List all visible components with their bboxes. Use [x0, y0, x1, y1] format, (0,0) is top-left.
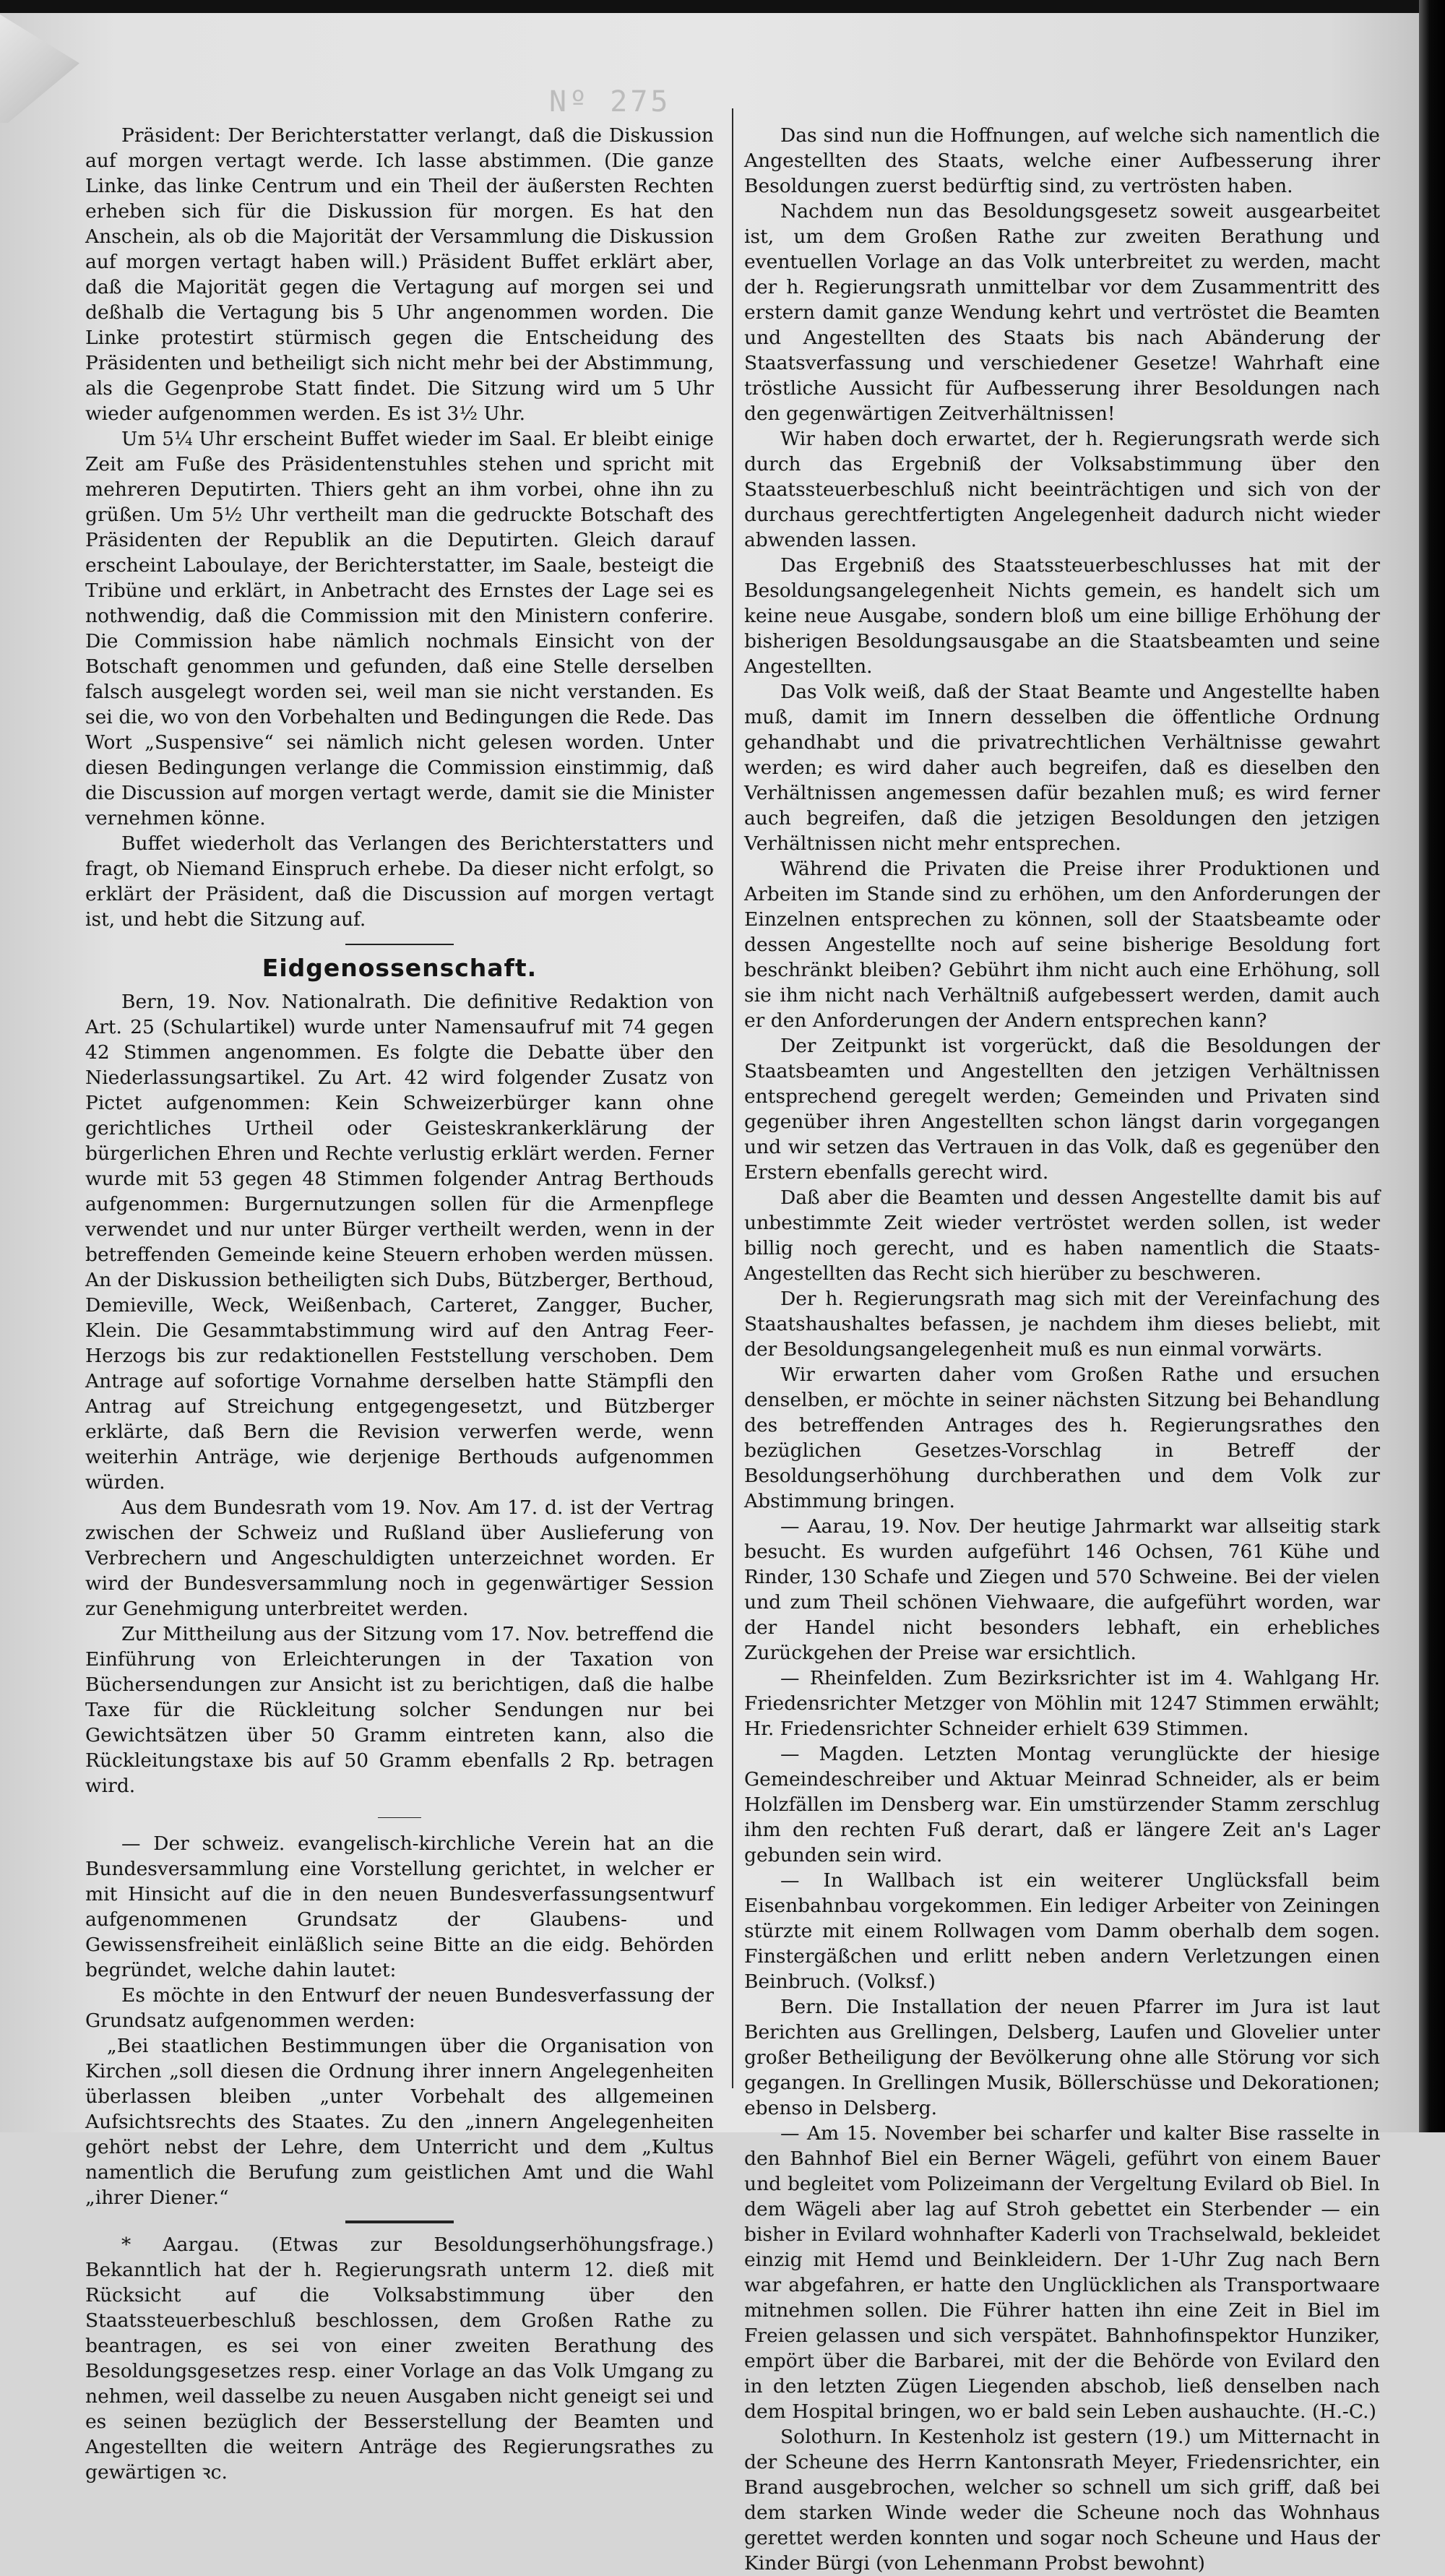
article-paragraph: Es möchte in den Entwurf der neuen Bundesverfassung der Grundsatz aufgenommen werden: — [85, 1984, 714, 2032]
article-paragraph: — Magden. Letzten Montag verunglückte der hiesige Gemeindeschreiber und Aktuar Meinrad Schneider, als er beim Holzfällen im Densberg war. Ein umstürzender Stamm zerschlug ihm den rechten Fuß derart, daß er längere Zeit an's Lager gebunden sein wird. — [744, 1743, 1380, 1866]
article-paragraph: Daß aber die Beamten und dessen Angestellte damit bis auf unbestimmte Zeit wieder vertröstet werden sollen, ist weder billig noch gerecht, und es haben namentlich die Staats-Angestellten das Recht sich hierüber zu beschweren. — [744, 1186, 1380, 1285]
article-paragraph: Zur Mittheilung aus der Sitzung vom 17. Nov. betreffend die Einführung von Erleichterungen in der Taxation von Büchersendungen zur Ansicht ist zu berichtigen, daß die halbe Taxe für die Rückleitung solcher Sendungen nur bei Gewichtsätzen über 50 Gramm eintreten kann, also die Rückleitungstaxe bis auf 50 Gramm ebenfalls 2 Rp. betragen wird. — [85, 1623, 714, 1797]
article-paragraph: Präsident: Der Berichterstatter verlangt, daß die Diskussion auf morgen vertagt werde. Ich lasse abstimmen. (Die ganze Linke, das linke Centrum und ein Theil der äußersten Rechten erheben sich für die Diskussion für morgen. Es hat den Anschein, als ob die Majorität der Versammlung die Diskussion auf morgen vertagt haben will.) Präsident Buffet erklärt aber, daß die Majorität gegen die Vertagung auf morgen sei und deßhalb die Vertagung bis 5 Uhr angenommen worden. Die Linke protestirt stürmisch gegen die Entscheidung des Präsidenten und betheiligt sich nicht mehr bei der Abstimmung, als die Gegenprobe Statt findet. Die Sitzung wird um 5 Uhr wieder aufgenommen werden. Es ist 3½ Uhr. — [85, 124, 714, 425]
article-paragraph: Während die Privaten die Preise ihrer Produktionen und Arbeiten im Stande sind zu erhöhen, um den Anforderungen der Einzelnen entsprechen zu können, soll der Staatsbeamte oder dessen Angestellte noch auf seine bisherige Besoldung fort beschränkt bleiben? Gebührt ihm nicht auch eine Erhöhung, soll sie ihm nicht nach Verhältniß aufgebessert werden, damit auch er den Anforderungen der Andern entsprechen kann? — [744, 858, 1380, 1032]
short-divider — [378, 1817, 421, 1818]
article-paragraph: Nachdem nun das Besoldungsgesetz soweit ausgearbeitet ist, um dem Großen Rathe zur zweiten Berathung und eventuellen Vorlage an das Volk unterbreitet zu werden, macht der h. Regierungsrath unmittelbar vor dem Zusammentritt des erstern damit ganze Wendung kehrt und vertröstet die Beamten und Angestellten des Staats bis nach Abänderung der Staatsverfassung und verschiedener Gesetze! Wahrhaft eine tröstliche Aussicht für Aufbesserung ihrer Besoldungen nach den gegenwärtigen Zeitverhältnissen! — [744, 200, 1380, 425]
article-paragraph: Aus dem Bundesrath vom 19. Nov. Am 17. d. ist der Vertrag zwischen der Schweiz und Rußland über Auslieferung von Verbrechern und Angeschuldigten unterzeichnet worden. Er wird der Bundesversammlung noch in gegenwärtiger Session zur Genehmigung unterbreitet werden. — [85, 1496, 714, 1620]
article-paragraph: Das Ergebniß des Staatssteuerbeschlusses hat mit der Besoldungsangelegenheit Nichts gemein, es handelt sich um keine neue Ausgabe, sondern bloß um eine billige Erhöhung der bisherigen Besoldungsausgabe an die Staatsbeamten und seine Angestellten. — [744, 554, 1380, 678]
section-divider — [345, 2220, 454, 2223]
column-divider — [732, 108, 733, 2088]
article-paragraph: * Aargau. (Etwas zur Besoldungserhöhungsfrage.) Bekanntlich hat der h. Regierungsrath unterm 12. dieß mit Rücksicht auf die Volksabstimmung über den Staatssteuerbeschluß beschlossen, dem Großen Rathe zu beantragen, es sei von einer zweiten Berathung des Besoldungsgesetzes resp. einer Vorlage an das Volk Umgang zu nehmen, weil dasselbe zu neuen Ausgaben nicht geneigt sei und es seinen bezüglich der Besserstellung der Beamten und Angestellten die weitern Anträge des Regierungsrathes zu gewärtigen ꝛc. — [85, 2233, 714, 2484]
article-paragraph: — Aarau, 19. Nov. Der heutige Jahrmarkt war allseitig stark besucht. Es wurden aufgeführt 146 Ochsen, 761 Kühe und Rinder, 130 Schafe und Ziegen und 570 Schweine. Bei der vielen und zum Theil schönen Viehwaare, die aufgeführt worden, war der Handel nicht besonders lebhaft, ein erhebliches Zurückgehen der Preise war ersichtlich. — [744, 1515, 1380, 1664]
article-paragraph: Wir haben doch erwartet, der h. Regierungsrath werde sich durch das Ergebniß der Volksabstimmung über den Staatssteuerbeschluß nicht beeinträchtigen und sich von der durchaus gerechtfertigten Angelegenheit dadurch nicht wieder abwenden lassen. — [744, 428, 1380, 551]
article-paragraph: — Am 15. November bei scharfer und kalter Bise rasselte in den Bahnhof Biel ein Berner Wägeli, geführt von einem Bauer und begleitet vom Polizeimann der Vergeltung Evilard ob Biel. In dem Wägeli aber lag auf Stroh gebettet ein Sterbender — ein bisher in Evilard wohnhafter Kaderli von Trachselwald, bekleidet einzig mit Hemd und Beinkleidern. Der 1-Uhr Zug nach Bern war abgefahren, er hatte den Unglücklichen als Transportwaare mitnehmen sollen. Die Führer hatten ihn eine Zeit in Biel im Freien gelassen und sich verspätet. Bahnhofinspektor Hunziker, empört über die Barbarei, mit der die Behörde von Evilard den in den letzten Zügen Liegenden abschob, ließ denselben nach dem Hospital bringen, wo er bald sein Leben aushauchte. (H.-C.) — [744, 2122, 1380, 2423]
article-paragraph: — In Wallbach ist ein weiterer Unglücksfall beim Eisenbahnbau vorgekommen. Ein lediger Arbeiter von Zeiningen stürzte mit einem Rollwagen vom Damm oberhalb dem sogen. Finstergäßchen und erlitt neben andern Verletzungen einen Beinbruch. (Volksf.) — [744, 1869, 1380, 1993]
article-paragraph: Bern, 19. Nov. Nationalrath. Die definitive Redaktion von Art. 25 (Schulartikel) wurde unter Namensaufruf mit 74 gegen 42 Stimmen angenommen. Es folgte die Debatte über den Niederlassungsartikel. Zu Art. 42 wird folgender Zusatz von Pictet aufgenommen: Kein Schweizerbürger kann ohne gerichtliches Urtheil oder Geisteskrankerklärung der bürgerlichen Ehren und Rechte verlustig erklärt werden. Ferner wurde mit 53 gegen 48 Stimmen folgender Antrag Berthouds aufgenommen: Burgernutzungen sollen für die Armenpflege verwendet und nur unter Bürger vertheilt werden, wenn in der betreffenden Gemeinde keine Steuern erhoben werden müssen. An der Diskussion betheiligten sich Dubs, Bützberger, Berthoud, Demieville, Weck, Weißenbach, Carteret, Zangger, Bucher, Klein. Die Gesammtabstimmung wird auf den Antrag Feer-Herzogs bis zur redaktionellen Feststellung verschoben. Dem Antrage auf sofortige Vornahme derselben hatte Stämpfli den Antrag auf Streichung entgegengesetzt, und Bützberger erklärte, daß Bern die Revision verwerfen werde, wenn weiterhin Anträge, wie derjenige Berthouds aufgenommen würden. — [85, 991, 714, 1494]
article-paragraph: Solothurn. In Kestenholz ist gestern (19.) um Mitternacht in der Scheune des Herrn Kantonsrath Meyer, Friedensrichter, ein Brand ausgebrochen, welcher so schnell um sich griff, daß bei dem starken Winde weder die Scheune noch das Wohnhaus gerettet werden konnten und sogar noch Scheune und Haus der Kinder Bürgi (von Lehenmann Probst bewohnt) — [744, 2426, 1380, 2575]
article-paragraph: — Der schweiz. evangelisch-kirchliche Verein hat an die Bundesversammlung eine Vorstellung gerichtet, in welcher er mit Hinsicht auf die in den neuen Bundesverfassungsentwurf aufgenommenen Grundsatz der Glaubens- und Gewissensfreiheit einläßlich seine Bitte an die eidg. Behörden begründet, welche dahin lautet: — [85, 1832, 714, 1981]
quoted-paragraph: „Bei staatlichen Bestimmungen über die Organisation von Kirchen „soll diesen die Ordnung ihrer innern Angelegenheiten überlassen bleiben „unter Vorbehalt des allgemeinen Aufsichtsrechts des Staates. Zu den „innern Angelegenheiten gehört nebst der Lehre, dem Unterricht und dem „Kultus namentlich die Berufung zum geistlichen Amt und die Wahl „ihrer Diener.“ — [85, 2035, 714, 2209]
section-heading: Eidgenossenschaft. — [262, 954, 538, 982]
left-column — [85, 123, 714, 2485]
article-paragraph: Das sind nun die Hoffnungen, auf welche sich namentlich die Angestellten des Staats, welche einer Aufbesserung ihrer Besoldungen zuerst bedürftig sind, zu vertrösten haben. — [744, 124, 1380, 197]
section-divider — [345, 944, 454, 945]
article-paragraph: Buffet wiederholt das Verlangen des Berichterstatters und fragt, ob Niemand Einspruch erhebe. Da dieser nicht erfolgt, so erklärt der Präsident, daß die Discussion auf morgen vertagt ist, und hebt die Sitzung auf. — [85, 832, 714, 931]
article-paragraph: Der h. Regierungsrath mag sich mit der Vereinfachung des Staatshaushaltes befassen, je nachdem ihm dieses beliebt, mit der Besoldungsangelegenheit muß es nun einmal vorwärts. — [744, 1288, 1380, 1361]
article-paragraph: Das Volk weiß, daß der Staat Beamte und Angestellte haben muß, damit im Innern desselben die öffentliche Ordnung gehandhabt und die privatrechtlichen Verhältnisse gewahrt werden; es wird daher auch begreifen, daß es dieselben den Verhältnissen angemessen dafür bezahlen muß; es wird ferner auch begreifen, daß die jetzigen Besoldungen den jetzigen Verhältnissen nicht mehr entsprechen. — [744, 681, 1380, 855]
article-paragraph: Wir erwarten daher vom Großen Rathe und ersuchen denselben, er möchte in seiner nächsten Sitzung bei Behandlung des betreffenden Antrages des h. Regierungsrathes den bezüglichen Gesetzes-Vorschlag in Betreff der Besoldungserhöhung durchberathen und dem Volk zur Abstimmung bringen. — [744, 1364, 1380, 1512]
article-paragraph: Um 5¼ Uhr erscheint Buffet wieder im Saal. Er bleibt einige Zeit am Fuße des Präsidentenstuhles stehen und spricht mit mehreren Deputirten. Thiers geht an ihm vorbei, ohne ihn zu grüßen. Um 5½ Uhr vertheilt man die gedruckte Botschaft des Präsidenten der Republik an die Deputirten. Gleich darauf erscheint Laboulaye, der Berichterstatter, im Saale, besteigt die Tribüne und erklärt, in Anbetracht des Ernstes der Lage sei es nothwendig, daß die Commission mit den Ministern conferire. Die Commission habe nämlich nochmals Einsicht von der Botschaft genommen und gefunden, daß eine Stelle derselben falsch ausgelegt worden sei, weil man sie nicht verstanden. Es sei die, wo von den Vorbehalten und Bedingungen die Rede. Das Wort „Suspensive“ sei nämlich nicht gelesen worden. Unter diesen Bedingungen verlange die Commission einstimmig, daß die Discussion auf morgen vertagt werde, damit sie die Minister vernehmen könne. — [85, 428, 714, 830]
right-column — [744, 123, 1380, 2576]
quoted-proposal — [85, 2033, 714, 2210]
article-paragraph: Bern. Die Installation der neuen Pfarrer im Jura ist laut Berichten aus Grellingen, Delsberg, Laufen und Glovelier unter großer Betheiligung der Bevölkerung ohne alle Störung vor sich gegangen. In Grellingen Musik, Böllerschüsse und Dekorationen; ebenso in Delsberg. — [744, 1996, 1380, 2119]
scan-top-border — [0, 0, 1445, 13]
folded-corner — [0, 14, 79, 123]
scan-right-border — [1419, 0, 1445, 2132]
bleed-through-header: Nº 275 — [549, 85, 671, 119]
article-paragraph: — Rheinfelden. Zum Bezirksrichter ist im 4. Wahlgang Hr. Friedensrichter Metzger von Möhlin mit 1247 Stimmen erwählt; Hr. Friedensrichter Schneider erhielt 639 Stimmen. — [744, 1667, 1380, 1740]
article-paragraph: Der Zeitpunkt ist vorgerückt, daß die Besoldungen der Staatsbeamten und Angestellten den jetzigen Verhältnissen entsprechend geregelt werden; Gemeinden und Privaten sind gegenüber ihren Angestellten schon längst darin vorgegangen und wir setzen das Vertrauen in das Volk, daß es gegenüber den Erstern ebenfalls gerecht wird. — [744, 1035, 1380, 1184]
